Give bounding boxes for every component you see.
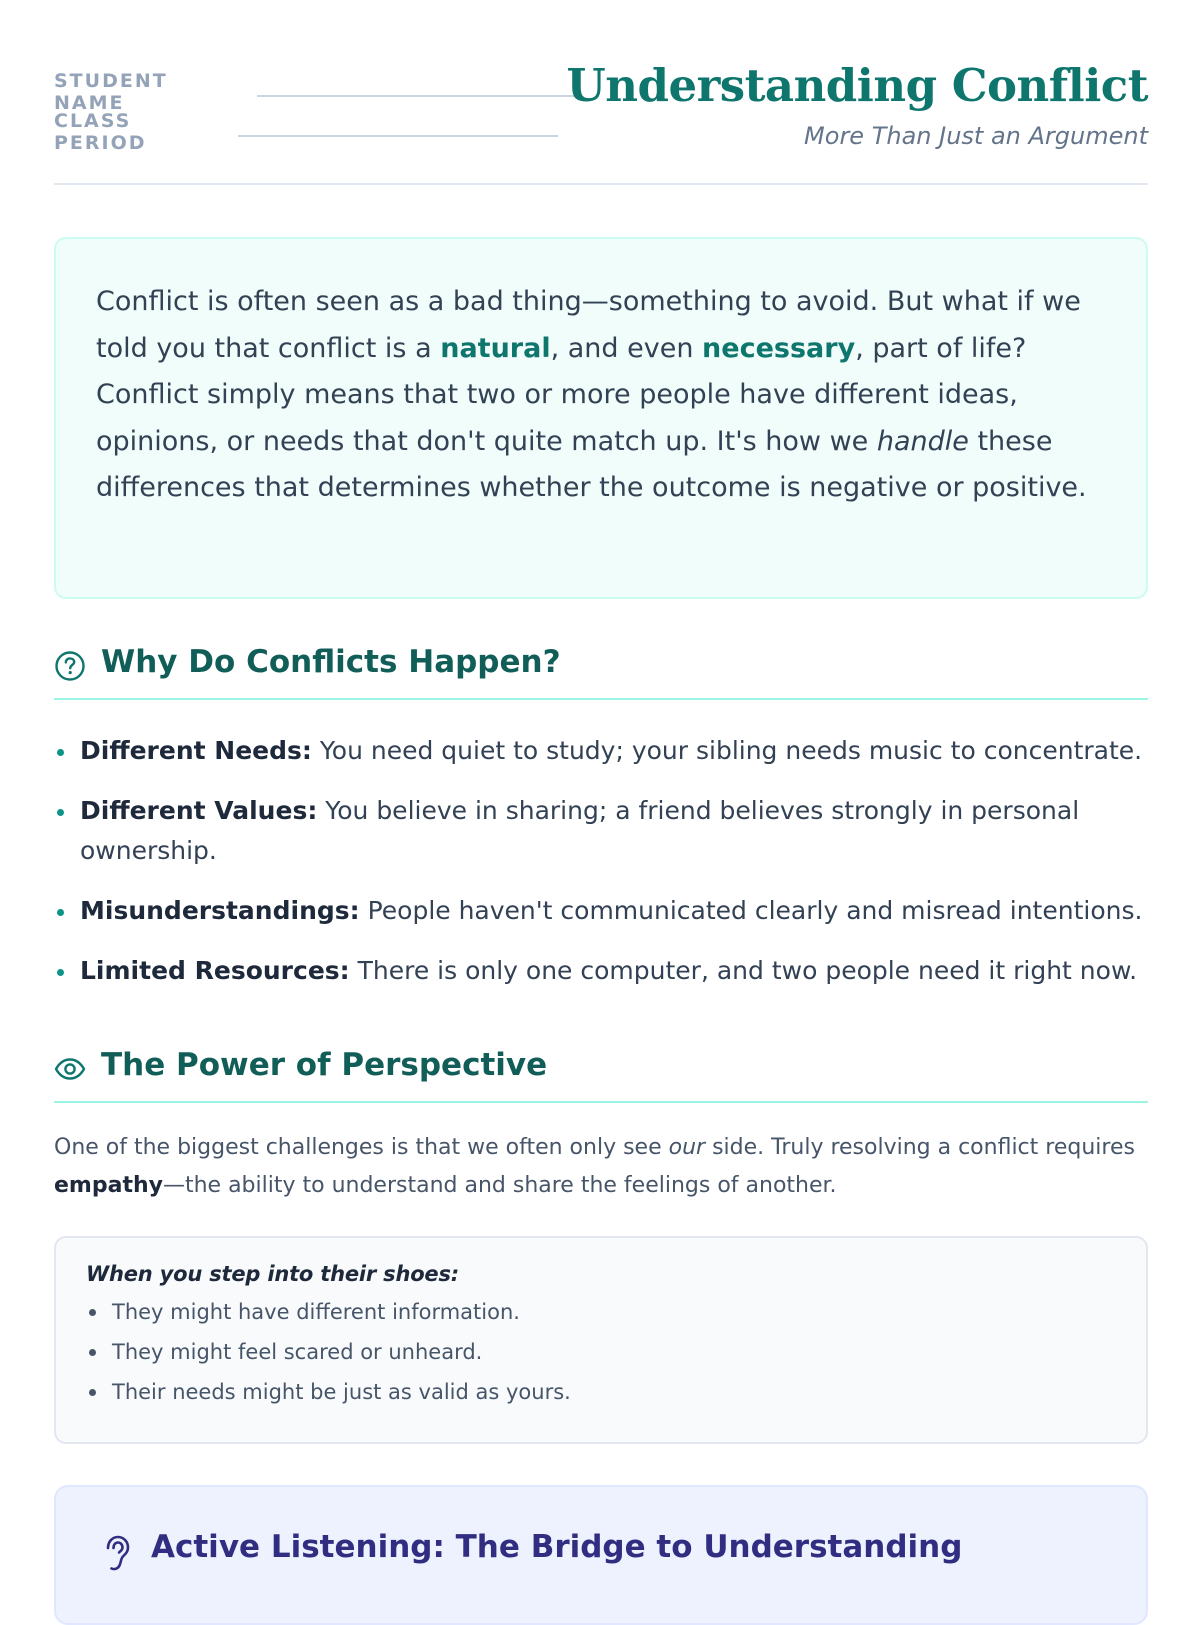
bullet: [89, 1349, 96, 1356]
perspective-text-2: side. Truly resolving a conflict requires: [705, 1135, 1135, 1160]
reason-item: [54, 731, 1148, 771]
reasons-list: [54, 731, 1148, 1011]
bullet: [57, 909, 64, 916]
worksheet-header: [54, 58, 1148, 185]
intro-text-4: these differences that determines whether the outcome is negative or positive.: [96, 425, 1087, 503]
class-period-label: CLASS PERIOD: [54, 110, 147, 154]
bullet: [89, 1309, 96, 1316]
active-listening-heading: Active Listening: The Bridge to Understanding: [151, 1529, 963, 1565]
perspective-text-3: —the ability to understand and share the feelings of another.: [162, 1173, 837, 1198]
intro-strong-natural: natural: [440, 332, 551, 364]
page-subtitle: More Than Just an Argument: [804, 122, 1148, 150]
shoes-item-text: Their needs might be just as valid as yours.: [112, 1380, 571, 1404]
perspective-paragraph: [54, 1129, 1154, 1205]
reason-term: Limited Resources:: [80, 956, 350, 985]
reason-term: Different Values:: [80, 796, 318, 825]
intro-em-handle: handle: [876, 425, 969, 457]
reason-text: People haven't communicated clearly and misread intentions.: [359, 896, 1143, 925]
why-heading: Why Do Conflicts Happen?: [101, 644, 561, 680]
title-block: [567, 58, 1148, 150]
intro-text-1: Conflict is often seen as a bad thing—something to avoid. But what if we told you that conflict is a: [96, 286, 1081, 364]
shoes-list: [86, 1292, 1116, 1412]
perspective-strong-empathy: empathy: [54, 1173, 163, 1198]
reason-item: [54, 791, 1148, 871]
shoes-item-text: They might have different information.: [112, 1300, 520, 1324]
student-name-line[interactable]: [257, 95, 577, 97]
intro-text-2: , and even: [550, 332, 703, 364]
shoes-item: [86, 1292, 1116, 1332]
perspective-section-heading: [54, 1047, 1148, 1103]
shoes-item: [86, 1372, 1116, 1412]
question-circle-icon: [54, 650, 86, 682]
class-period-line[interactable]: [238, 135, 558, 137]
active-listening-box: [54, 1485, 1148, 1625]
reason-item: [54, 891, 1148, 931]
reason-term: Different Needs:: [80, 736, 312, 765]
ear-icon: [100, 1534, 134, 1572]
page-title: Understanding Conflict: [566, 59, 1148, 112]
perspective-text-1: One of the biggest challenges is that we often only see: [54, 1135, 669, 1160]
student-name-label: STUDENT NAME: [54, 70, 168, 114]
shoes-item-text: They might feel scared or unheard.: [112, 1340, 483, 1364]
perspective-em-our: our: [668, 1135, 706, 1160]
reason-term: Misunderstandings:: [80, 896, 360, 925]
perspective-heading: The Power of Perspective: [101, 1047, 548, 1083]
why-section-heading: [54, 644, 1148, 700]
bullet: [57, 809, 64, 816]
shoes-title: When you step into their shoes:: [86, 1262, 459, 1286]
reason-text: There is only one computer, and two people need it right now.: [349, 956, 1138, 985]
eye-icon: [54, 1053, 86, 1085]
reason-text: You believe in sharing; a friend believes strongly in personal ownership.: [80, 796, 1080, 865]
reason-item: [54, 951, 1148, 991]
bullet: [57, 969, 64, 976]
intro-box: [54, 237, 1148, 599]
reason-text: You need quiet to study; your sibling needs music to concentrate.: [311, 736, 1143, 765]
shoes-box: [54, 1236, 1148, 1444]
bullet: [57, 749, 64, 756]
shoes-item: [86, 1332, 1116, 1372]
intro-text-3: , part of life? Conflict simply means that two or more people have different ideas, opinions, or needs that don't quite match up. It's how we: [96, 332, 1027, 457]
bullet: [89, 1389, 96, 1396]
intro-strong-necessary: necessary: [702, 332, 856, 364]
